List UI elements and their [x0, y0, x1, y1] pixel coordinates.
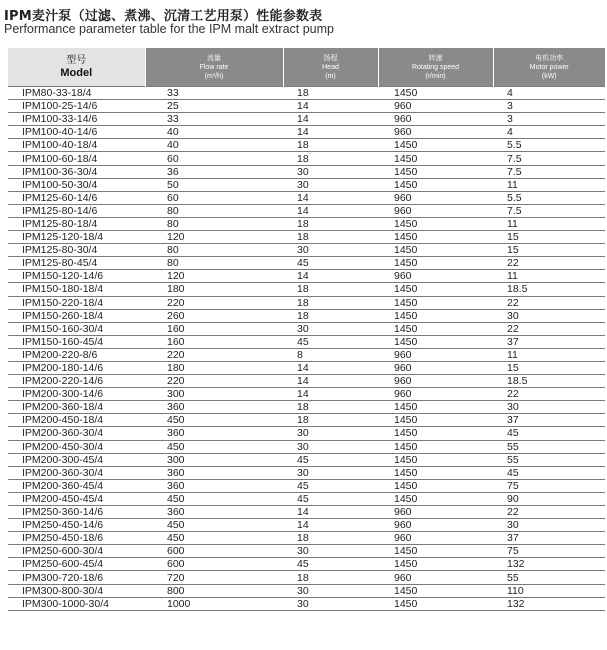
table-row	[8, 558, 605, 571]
head-cell: 45	[283, 257, 378, 270]
motor-power-cell: 30	[493, 309, 605, 322]
table-row	[8, 204, 605, 217]
header-motor-power	[493, 48, 605, 87]
rotating-speed-cell: 1450	[378, 87, 493, 100]
flow-rate-cell: 300	[145, 388, 283, 401]
rotating-speed-cell: 1450	[378, 545, 493, 558]
motor-power-cell: 75	[493, 479, 605, 492]
model-cell: IPM150-120-14/6	[8, 270, 145, 283]
table-row	[8, 571, 605, 584]
header-head-cn: 扬程	[323, 53, 338, 62]
table-row	[8, 126, 605, 139]
motor-power-cell: 15	[493, 244, 605, 257]
page-title-english: Performance parameter table for the IPM malt extract pump	[4, 22, 334, 36]
rotating-speed-cell: 1450	[378, 244, 493, 257]
motor-power-cell: 22	[493, 296, 605, 309]
table-row	[8, 244, 605, 257]
head-cell: 45	[283, 335, 378, 348]
flow-rate-cell: 80	[145, 217, 283, 230]
rotating-speed-cell: 960	[378, 126, 493, 139]
table-row	[8, 545, 605, 558]
motor-power-cell: 132	[493, 597, 605, 610]
motor-power-cell: 4	[493, 87, 605, 100]
table-row	[8, 388, 605, 401]
flow-rate-cell: 80	[145, 204, 283, 217]
model-cell: IPM125-80-45/4	[8, 257, 145, 270]
header-flow-rate-unit: (m³/h)	[204, 72, 224, 80]
flow-rate-cell: 360	[145, 506, 283, 519]
motor-power-cell: 18.5	[493, 375, 605, 388]
motor-power-cell: 11	[493, 348, 605, 361]
head-cell: 30	[283, 178, 378, 191]
table-row	[8, 361, 605, 374]
flow-rate-cell: 25	[145, 100, 283, 113]
table-row	[8, 87, 605, 100]
table-row	[8, 519, 605, 532]
table-row	[8, 322, 605, 335]
head-cell: 18	[283, 152, 378, 165]
model-cell: IPM200-360-30/4	[8, 427, 145, 440]
motor-power-cell: 15	[493, 231, 605, 244]
motor-power-cell: 45	[493, 466, 605, 479]
flow-rate-cell: 40	[145, 139, 283, 152]
rotating-speed-cell: 1450	[378, 178, 493, 191]
flow-rate-cell: 260	[145, 309, 283, 322]
rotating-speed-cell: 1450	[378, 296, 493, 309]
table-row	[8, 257, 605, 270]
table-row	[8, 165, 605, 178]
flow-rate-cell: 600	[145, 545, 283, 558]
model-cell: IPM200-220-8/6	[8, 348, 145, 361]
motor-power-cell: 15	[493, 361, 605, 374]
model-cell: IPM125-60-14/6	[8, 191, 145, 204]
table-row	[8, 191, 605, 204]
head-cell: 30	[283, 584, 378, 597]
motor-power-cell: 132	[493, 558, 605, 571]
rotating-speed-cell: 1450	[378, 335, 493, 348]
head-cell: 30	[283, 165, 378, 178]
header-flow-rate	[145, 48, 283, 87]
head-cell: 18	[283, 532, 378, 545]
head-cell: 18	[283, 283, 378, 296]
flow-rate-cell: 36	[145, 165, 283, 178]
model-cell: IPM200-450-18/4	[8, 414, 145, 427]
table-row	[8, 479, 605, 492]
motor-power-cell: 55	[493, 571, 605, 584]
head-cell: 8	[283, 348, 378, 361]
model-cell: IPM100-40-14/6	[8, 126, 145, 139]
table-row	[8, 335, 605, 348]
rotating-speed-cell: 1450	[378, 309, 493, 322]
motor-power-cell: 5.5	[493, 139, 605, 152]
flow-rate-cell: 450	[145, 532, 283, 545]
motor-power-cell: 37	[493, 335, 605, 348]
flow-rate-cell: 120	[145, 270, 283, 283]
head-cell: 14	[283, 388, 378, 401]
rotating-speed-cell: 1450	[378, 231, 493, 244]
rotating-speed-cell: 960	[378, 191, 493, 204]
header-rotating-speed-unit: (r/min)	[425, 72, 446, 80]
table-row	[8, 296, 605, 309]
rotating-speed-cell: 960	[378, 388, 493, 401]
model-cell: IPM300-720-18/6	[8, 571, 145, 584]
table-row	[8, 584, 605, 597]
rotating-speed-cell: 960	[378, 100, 493, 113]
table-row	[8, 270, 605, 283]
table-row	[8, 492, 605, 505]
head-cell: 14	[283, 519, 378, 532]
rotating-speed-cell: 960	[378, 571, 493, 584]
table-row	[8, 401, 605, 414]
model-cell: IPM150-180-18/4	[8, 283, 145, 296]
rotating-speed-cell: 960	[378, 270, 493, 283]
model-cell: IPM200-450-45/4	[8, 492, 145, 505]
header-motor-power-en: Motor power	[529, 63, 569, 71]
head-cell: 45	[283, 558, 378, 571]
motor-power-cell: 55	[493, 453, 605, 466]
motor-power-cell: 22	[493, 388, 605, 401]
motor-power-cell: 90	[493, 492, 605, 505]
motor-power-cell: 30	[493, 401, 605, 414]
motor-power-cell: 22	[493, 506, 605, 519]
motor-power-cell: 3	[493, 100, 605, 113]
motor-power-cell: 45	[493, 427, 605, 440]
flow-rate-cell: 360	[145, 466, 283, 479]
head-cell: 30	[283, 597, 378, 610]
flow-rate-cell: 450	[145, 440, 283, 453]
table-header	[8, 48, 605, 87]
flow-rate-cell: 180	[145, 283, 283, 296]
head-cell: 18	[283, 414, 378, 427]
motor-power-cell: 5.5	[493, 191, 605, 204]
model-cell: IPM200-450-30/4	[8, 440, 145, 453]
rotating-speed-cell: 960	[378, 519, 493, 532]
table-row	[8, 597, 605, 610]
header-model-en: Model	[60, 66, 93, 79]
table-row	[8, 440, 605, 453]
head-cell: 18	[283, 571, 378, 584]
table-row	[8, 427, 605, 440]
head-cell: 18	[283, 231, 378, 244]
rotating-speed-cell: 1450	[378, 597, 493, 610]
rotating-speed-cell: 1450	[378, 427, 493, 440]
model-cell: IPM250-450-18/6	[8, 532, 145, 545]
rotating-speed-cell: 1450	[378, 479, 493, 492]
table-row	[8, 152, 605, 165]
table-row	[8, 532, 605, 545]
head-cell: 14	[283, 361, 378, 374]
rotating-speed-cell: 1450	[378, 217, 493, 230]
flow-rate-cell: 160	[145, 335, 283, 348]
head-cell: 30	[283, 440, 378, 453]
model-cell: IPM100-50-30/4	[8, 178, 145, 191]
table-row	[8, 466, 605, 479]
model-cell: IPM200-220-14/6	[8, 375, 145, 388]
rotating-speed-cell: 1450	[378, 558, 493, 571]
model-cell: IPM125-120-18/4	[8, 231, 145, 244]
model-cell: IPM150-260-18/4	[8, 309, 145, 322]
model-cell: IPM100-40-18/4	[8, 139, 145, 152]
table-row	[8, 178, 605, 191]
motor-power-cell: 7.5	[493, 204, 605, 217]
rotating-speed-cell: 1450	[378, 440, 493, 453]
model-cell: IPM200-180-14/6	[8, 361, 145, 374]
header-rotating-speed	[378, 48, 493, 87]
table-row	[8, 139, 605, 152]
table-row	[8, 453, 605, 466]
header-model-cn: 型号	[66, 54, 87, 66]
flow-rate-cell: 60	[145, 191, 283, 204]
head-cell: 30	[283, 466, 378, 479]
flow-rate-cell: 600	[145, 558, 283, 571]
flow-rate-cell: 220	[145, 348, 283, 361]
flow-rate-cell: 33	[145, 113, 283, 126]
head-cell: 45	[283, 479, 378, 492]
motor-power-cell: 30	[493, 519, 605, 532]
flow-rate-cell: 450	[145, 414, 283, 427]
rotating-speed-cell: 1450	[378, 414, 493, 427]
head-cell: 14	[283, 270, 378, 283]
head-cell: 18	[283, 401, 378, 414]
head-cell: 30	[283, 545, 378, 558]
head-cell: 14	[283, 126, 378, 139]
flow-rate-cell: 50	[145, 178, 283, 191]
rotating-speed-cell: 960	[378, 375, 493, 388]
header-flow-rate-en: Flow rate	[199, 63, 229, 71]
model-cell: IPM200-300-14/6	[8, 388, 145, 401]
motor-power-cell: 22	[493, 257, 605, 270]
model-cell: IPM250-600-30/4	[8, 545, 145, 558]
rotating-speed-cell: 1450	[378, 165, 493, 178]
flow-rate-cell: 720	[145, 571, 283, 584]
head-cell: 18	[283, 217, 378, 230]
table-row	[8, 348, 605, 361]
table-row	[8, 100, 605, 113]
head-cell: 14	[283, 113, 378, 126]
head-cell: 18	[283, 139, 378, 152]
flow-rate-cell: 450	[145, 519, 283, 532]
rotating-speed-cell: 1450	[378, 257, 493, 270]
model-cell: IPM125-80-30/4	[8, 244, 145, 257]
header-head-en: Head	[322, 63, 339, 71]
model-cell: IPM150-220-18/4	[8, 296, 145, 309]
motor-power-cell: 11	[493, 270, 605, 283]
head-cell: 14	[283, 375, 378, 388]
model-cell: IPM300-1000-30/4	[8, 597, 145, 610]
flow-rate-cell: 60	[145, 152, 283, 165]
header-head	[283, 48, 378, 87]
flow-rate-cell: 160	[145, 322, 283, 335]
model-cell: IPM150-160-30/4	[8, 322, 145, 335]
flow-rate-cell: 360	[145, 479, 283, 492]
flow-rate-cell: 220	[145, 375, 283, 388]
motor-power-cell: 37	[493, 532, 605, 545]
table-row	[8, 506, 605, 519]
table-row	[8, 414, 605, 427]
table-row	[8, 217, 605, 230]
model-cell: IPM100-25-14/6	[8, 100, 145, 113]
flow-rate-cell: 360	[145, 427, 283, 440]
model-cell: IPM125-80-18/4	[8, 217, 145, 230]
model-cell: IPM200-360-30/4	[8, 466, 145, 479]
head-cell: 14	[283, 100, 378, 113]
flow-rate-cell: 1000	[145, 597, 283, 610]
rotating-speed-cell: 960	[378, 361, 493, 374]
rotating-speed-cell: 1450	[378, 584, 493, 597]
head-cell: 45	[283, 492, 378, 505]
flow-rate-cell: 40	[145, 126, 283, 139]
rotating-speed-cell: 1450	[378, 152, 493, 165]
table-row	[8, 231, 605, 244]
head-cell: 30	[283, 427, 378, 440]
model-cell: IPM125-80-14/6	[8, 204, 145, 217]
header-motor-power-cn: 电机功率	[535, 53, 564, 62]
motor-power-cell: 7.5	[493, 165, 605, 178]
rotating-speed-cell: 1450	[378, 322, 493, 335]
flow-rate-cell: 33	[145, 87, 283, 100]
motor-power-cell: 3	[493, 113, 605, 126]
motor-power-cell: 7.5	[493, 152, 605, 165]
rotating-speed-cell: 1450	[378, 466, 493, 479]
head-cell: 18	[283, 309, 378, 322]
table-body	[8, 87, 605, 611]
flow-rate-cell: 80	[145, 244, 283, 257]
flow-rate-cell: 360	[145, 401, 283, 414]
rotating-speed-cell: 1450	[378, 401, 493, 414]
table-row	[8, 113, 605, 126]
rotating-speed-cell: 960	[378, 204, 493, 217]
header-rotating-speed-cn: 转速	[428, 53, 443, 62]
flow-rate-cell: 120	[145, 231, 283, 244]
header-motor-power-unit: (kW)	[541, 72, 557, 80]
performance-table	[8, 48, 605, 611]
head-cell: 14	[283, 204, 378, 217]
flow-rate-cell: 180	[145, 361, 283, 374]
model-cell: IPM250-450-14/6	[8, 519, 145, 532]
motor-power-cell: 110	[493, 584, 605, 597]
model-cell: IPM250-360-14/6	[8, 506, 145, 519]
motor-power-cell: 4	[493, 126, 605, 139]
motor-power-cell: 55	[493, 440, 605, 453]
motor-power-cell: 11	[493, 217, 605, 230]
rotating-speed-cell: 1450	[378, 492, 493, 505]
rotating-speed-cell: 1450	[378, 283, 493, 296]
model-cell: IPM300-800-30/4	[8, 584, 145, 597]
rotating-speed-cell: 960	[378, 532, 493, 545]
flow-rate-cell: 800	[145, 584, 283, 597]
model-cell: IPM200-300-45/4	[8, 453, 145, 466]
motor-power-cell: 37	[493, 414, 605, 427]
header-head-unit: (m)	[325, 72, 336, 80]
head-cell: 14	[283, 506, 378, 519]
head-cell: 30	[283, 244, 378, 257]
page-title-chinese: IPM麦汁泵（过滤、煮沸、沉清工艺用泵）性能参数表	[4, 9, 323, 24]
header-flow-rate-cn: 流量	[207, 53, 221, 62]
motor-power-cell: 75	[493, 545, 605, 558]
flow-rate-cell: 220	[145, 296, 283, 309]
rotating-speed-cell: 960	[378, 506, 493, 519]
rotating-speed-cell: 960	[378, 113, 493, 126]
head-cell: 18	[283, 296, 378, 309]
header-model	[8, 48, 145, 87]
head-cell: 45	[283, 453, 378, 466]
motor-power-cell: 11	[493, 178, 605, 191]
head-cell: 30	[283, 322, 378, 335]
motor-power-cell: 18.5	[493, 283, 605, 296]
flow-rate-cell: 80	[145, 257, 283, 270]
head-cell: 14	[283, 191, 378, 204]
rotating-speed-cell: 1450	[378, 139, 493, 152]
flow-rate-cell: 300	[145, 453, 283, 466]
header-rotating-speed-en: Rotating speed	[411, 63, 460, 71]
model-cell: IPM100-36-30/4	[8, 165, 145, 178]
flow-rate-cell: 450	[145, 492, 283, 505]
model-cell: IPM100-60-18/4	[8, 152, 145, 165]
rotating-speed-cell: 960	[378, 348, 493, 361]
table-row	[8, 309, 605, 322]
head-cell: 18	[283, 87, 378, 100]
model-cell: IPM100-33-14/6	[8, 113, 145, 126]
model-cell: IPM80-33-18/4	[8, 87, 145, 100]
rotating-speed-cell: 1450	[378, 453, 493, 466]
model-cell: IPM150-160-45/4	[8, 335, 145, 348]
table-row	[8, 283, 605, 296]
model-cell: IPM200-360-45/4	[8, 479, 145, 492]
motor-power-cell: 22	[493, 322, 605, 335]
table-row	[8, 375, 605, 388]
model-cell: IPM250-600-45/4	[8, 558, 145, 571]
model-cell: IPM200-360-18/4	[8, 401, 145, 414]
